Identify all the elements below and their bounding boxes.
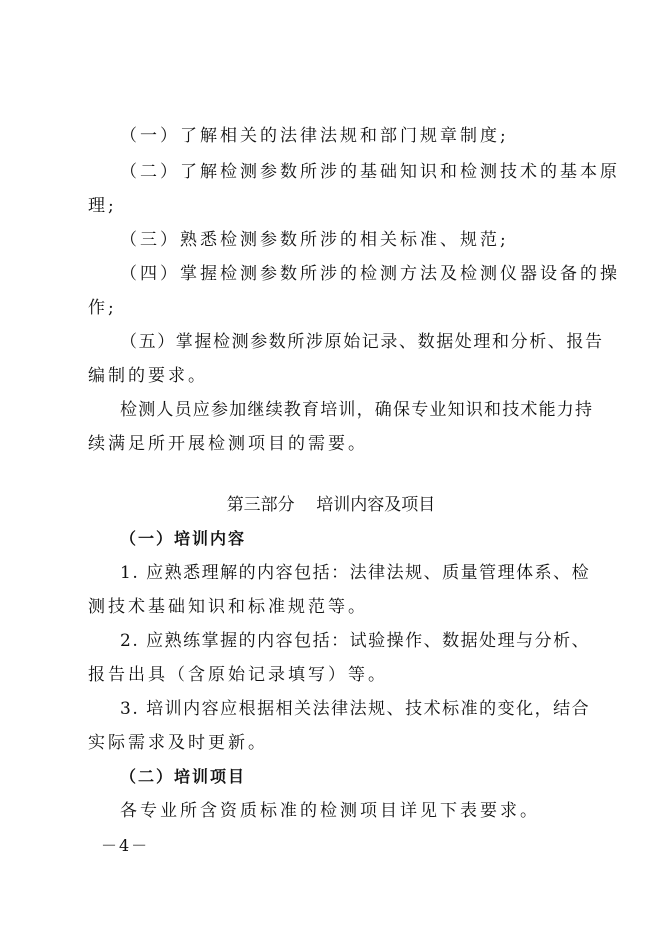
paragraph-four-line-2: 作; bbox=[88, 298, 117, 318]
item-one-line-2: 测技术基础知识和标准规范等。 bbox=[88, 597, 368, 617]
paragraph-three: （三）熟悉检测参数所涉的相关标准、规范; bbox=[120, 230, 509, 250]
section-title: 第三部分 培训内容及项目 bbox=[226, 495, 436, 515]
paragraph-one: （一）了解相关的法律法规和部门规章制度; bbox=[120, 126, 509, 146]
paragraph-six-line-2: 续满足所开展检测项目的需要。 bbox=[88, 434, 368, 454]
subheading-training-items: （二）培训项目 bbox=[120, 767, 247, 786]
item-two-line-1: 2. 应熟练掌握的内容包括：试验操作、数据处理与分析、 bbox=[120, 631, 591, 651]
closing-sentence: 各专业所含资质标准的检测项目详见下表要求。 bbox=[120, 801, 540, 821]
item-two-line-2: 报告出具（含原始记录填写）等。 bbox=[88, 665, 388, 685]
paragraph-five-line-2: 编制的要求。 bbox=[88, 366, 208, 386]
paragraph-two-line-1: （二）了解检测参数所涉的基础知识和检测技术的基本原 bbox=[120, 162, 620, 182]
page-number: －4－ bbox=[101, 836, 150, 855]
item-three-line-1: 3. 培训内容应根据相关法律法规、技术标准的变化，结合 bbox=[120, 699, 591, 719]
paragraph-five-line-1: （五）掌握检测参数所涉原始记录、数据处理和分析、报告 bbox=[120, 332, 604, 352]
item-three-line-2: 实际需求及时更新。 bbox=[88, 733, 268, 753]
item-one-line-1: 1. 应熟悉理解的内容包括：法律法规、质量管理体系、检 bbox=[120, 563, 591, 583]
paragraph-six-line-1: 检测人员应参加继续教育培训，确保专业知识和技术能力持 bbox=[120, 400, 594, 420]
paragraph-four-line-1: （四）掌握检测参数所涉的检测方法及检测仪器设备的操 bbox=[120, 264, 620, 284]
subheading-training-content: （一）培训内容 bbox=[120, 529, 247, 548]
paragraph-two-line-2: 理; bbox=[88, 196, 117, 216]
